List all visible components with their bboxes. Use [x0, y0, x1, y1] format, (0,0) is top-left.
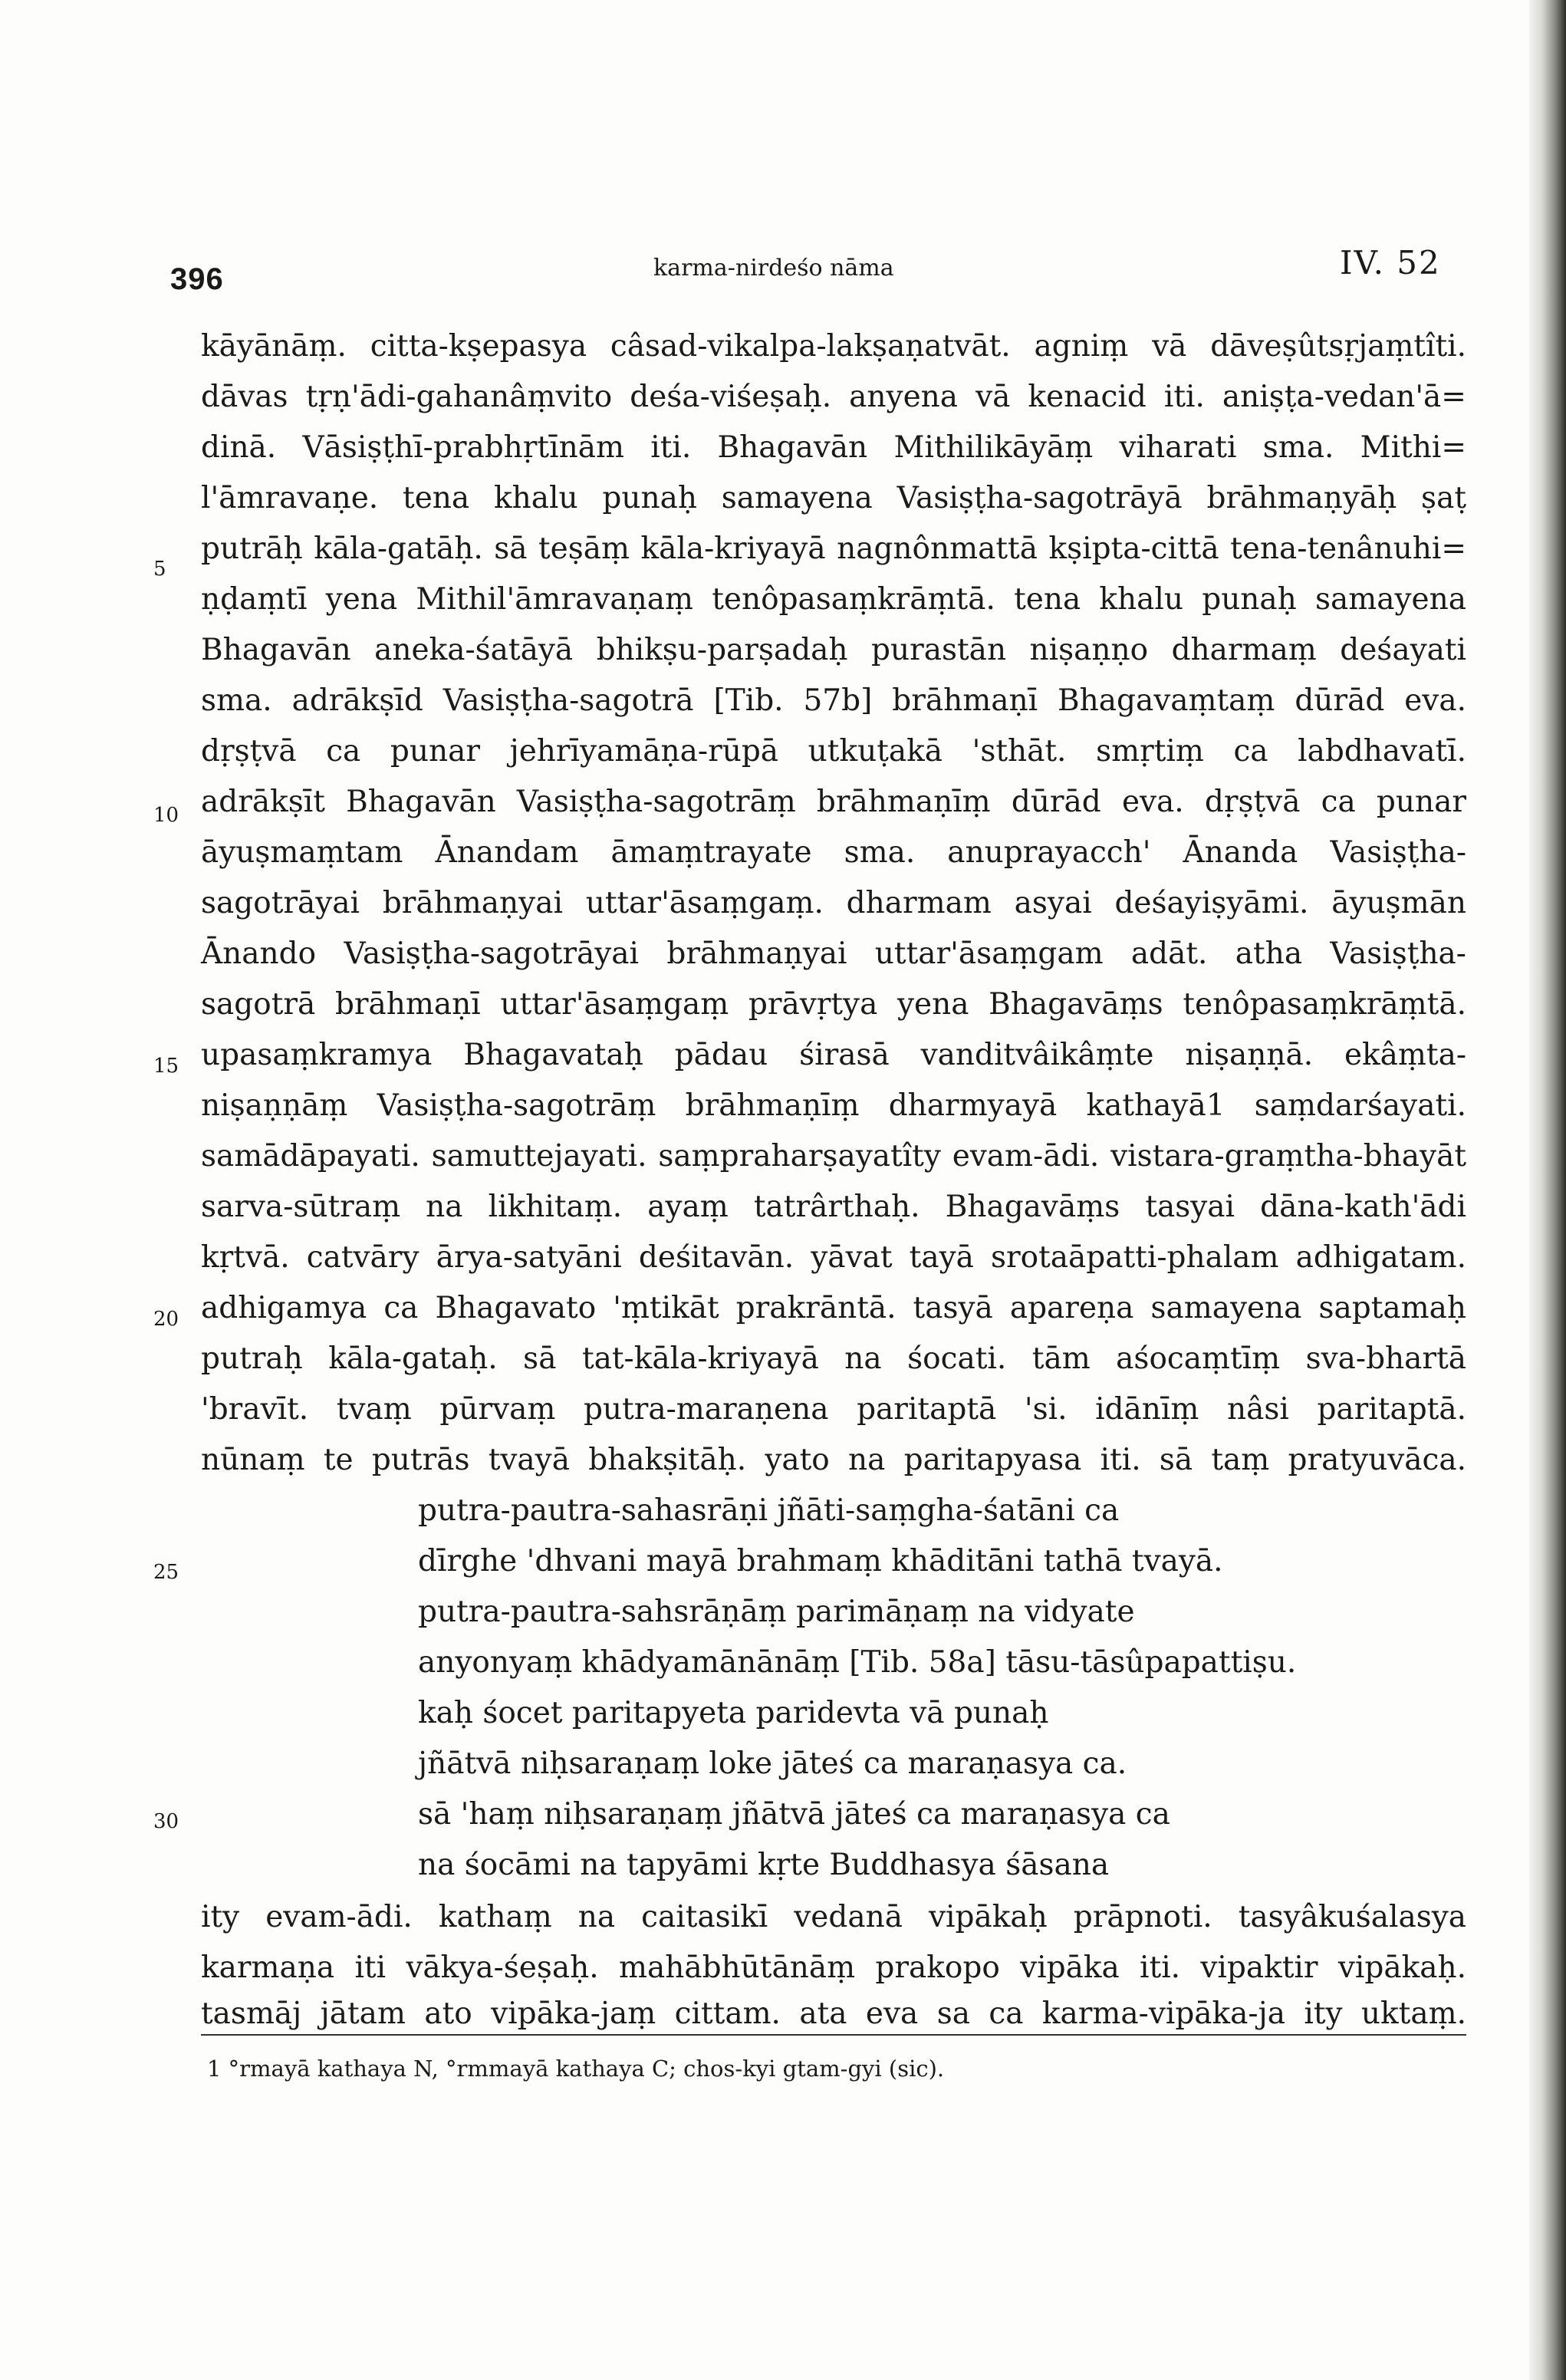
text-line: putrāḥ kāla-gatāḥ. sā teṣāṃ kāla-kriyayā nagnônmattā kṣipta-cittā tena-tenânuhi= [201, 532, 1466, 566]
text-line: sagotrā brāhmaṇī uttar'āsaṃgaṃ prāvṛtya yena Bhagavāṃs tenôpasaṃkrāṃtā. [201, 987, 1466, 1022]
text-line: niṣaṇṇāṃ Vasiṣṭha-sagotrāṃ brāhmaṇīṃ dharmyayā kathayā1 saṃdarśayati. [201, 1088, 1466, 1123]
line-number: 15 [153, 1055, 179, 1078]
text-line: l'āmravaṇe. tena khalu punaḥ samayena Vasiṣṭha-sagotrāyā brāhmaṇyāḥ ṣaṭ [201, 481, 1466, 515]
footnote-rule [201, 2034, 1466, 2036]
text-line: upasaṃkramya Bhagavataḥ pādau śirasā vanditvâikâṃte niṣaṇṇā. ekâṃta- [201, 1038, 1466, 1072]
text-line: kṛtvā. catvāry ārya-satyāni deśitavān. yāvat tayā srotaāpatti-phalam adhigatam. [201, 1240, 1466, 1275]
text-line: Bhagavān aneka-śatāyā bhikṣu-parṣadaḥ purastān niṣaṇṇo dharmaṃ deśayati [201, 633, 1466, 667]
line-number: 30 [153, 1810, 179, 1833]
page-header [170, 242, 1489, 296]
text-line: sagotrāyai brāhmaṇyai uttar'āsaṃgaṃ. dharmam asyai deśayiṣyāmi. āyuṣmān [201, 886, 1466, 920]
text-line: karmaṇa iti vākya-śeṣaḥ. mahābhūtānāṃ prakopo vipāka iti. vipaktir vipākaḥ. [201, 1950, 1466, 1985]
verse-line: putra-pautra-sahasrāṇi jñāti-saṃgha-śatāni ca [418, 1493, 1120, 1528]
text-line: adhigamya ca Bhagavato 'ṃtikāt prakrāntā. tasyā apareṇa samayena saptamaḥ [201, 1291, 1466, 1325]
text-line: dāvas tṛṇ'ādi-gahanâṃvito deśa-viśeṣaḥ. anyena vā kenacid iti. aniṣṭa-vedan'ā= [201, 380, 1466, 414]
text-line: tasmāj jātam ato vipāka-jaṃ cittam. ata eva sa ca karma-vipāka-ja ity uktaṃ. [201, 1997, 1466, 2031]
page-edge-shadow [1529, 0, 1566, 2380]
text-line: sarva-sūtraṃ na likhitaṃ. ayaṃ tatrârthaḥ. Bhagavāṃs tasyai dāna-kath'ādi [201, 1190, 1466, 1224]
text-line: ṇḍaṃtī yena Mithil'āmravaṇaṃ tenôpasaṃkrāṃtā. tena khalu punaḥ samayena [201, 582, 1466, 617]
verse-line: sā 'haṃ niḥsaraṇaṃ jñātvā jāteś ca maraṇasya ca [418, 1797, 1170, 1832]
text-line: Ānando Vasiṣṭha-sagotrāyai brāhmaṇyai uttar'āsaṃgam adāt. atha Vasiṣṭha- [201, 937, 1466, 971]
running-title: karma-nirdeśo nāma [653, 255, 894, 281]
line-number: 10 [153, 804, 179, 827]
text-line: adrākṣīt Bhagavān Vasiṣṭha-sagotrāṃ brāhmaṇīṃ dūrād eva. dṛṣṭvā ca punar [201, 785, 1466, 819]
verse-line: na śocāmi na tapyāmi kṛte Buddhasya śāsana [418, 1848, 1110, 1882]
verse-line: dīrghe 'dhvani mayā brahmaṃ khāditāni tathā tvayā. [418, 1544, 1223, 1578]
line-number: 25 [153, 1561, 179, 1584]
text-line: āyuṣmaṃtam Ānandam āmaṃtrayate sma. anuprayacch' Ānanda Vasiṣṭha- [201, 835, 1466, 870]
text-line: nūnaṃ te putrās tvayā bhakṣitāḥ. yato na paritapyasa iti. sā taṃ pratyuvāca. [201, 1443, 1466, 1477]
footnote: 1 °rmayā kathaya N, °rmmayā kathaya C; chos-kyi gtam-gyi (sic). [207, 2056, 945, 2082]
text-line: 'bravīt. tvaṃ pūrvaṃ putra-maraṇena paritaptā 'si. idānīṃ nâsi paritaptā. [201, 1392, 1466, 1427]
verse-line: kaḥ śocet paritapyeta paridevta vā punaḥ [418, 1696, 1049, 1730]
line-number: 5 [153, 558, 166, 581]
text-line: putraḥ kāla-gataḥ. sā tat-kāla-kriyayā na śocati. tām aśocaṃtīṃ sva-bhartā [201, 1341, 1466, 1376]
text-line: dṛṣṭvā ca punar jehrīyamāṇa-rūpā utkuṭakā 'sthāt. smṛtiṃ ca labdhavatī. [201, 734, 1466, 769]
verse-line: putra-pautra-sahsrāṇāṃ parimāṇaṃ na vidyate [418, 1595, 1135, 1629]
text-line: samādāpayati. samuttejayati. saṃpraharṣayatîty evam-ādi. vistara-graṃtha-bhayāt [201, 1139, 1466, 1174]
verse-line: jñātvā niḥsaraṇaṃ loke jāteś ca maraṇasya ca. [418, 1746, 1127, 1781]
section-reference: IV. 52 [1340, 244, 1441, 281]
text-line: dinā. Vāsiṣṭhī-prabhṛtīnām iti. Bhagavān Mithilikāyāṃ viharati sma. Mithi= [201, 430, 1466, 465]
text-line: sma. adrākṣīd Vasiṣṭha-sagotrā [Tib. 57b] brāhmaṇī Bhagavaṃtaṃ dūrād eva. [201, 683, 1466, 718]
verse-line: anyonyaṃ khādyamānānāṃ [Tib. 58a] tāsu-tāsûpapattiṣu. [418, 1645, 1297, 1680]
text-line: kāyānāṃ. citta-kṣepasya câsad-vikalpa-lakṣaṇatvāt. agniṃ vā dāveṣûtsṛjaṃtîti. [201, 329, 1466, 364]
line-number: 20 [153, 1308, 179, 1331]
page-number: 396 [170, 262, 224, 296]
text-line: ity evam-ādi. kathaṃ na caitasikī vedanā vipākaḥ prāpnoti. tasyâkuśalasya [201, 1900, 1466, 1934]
